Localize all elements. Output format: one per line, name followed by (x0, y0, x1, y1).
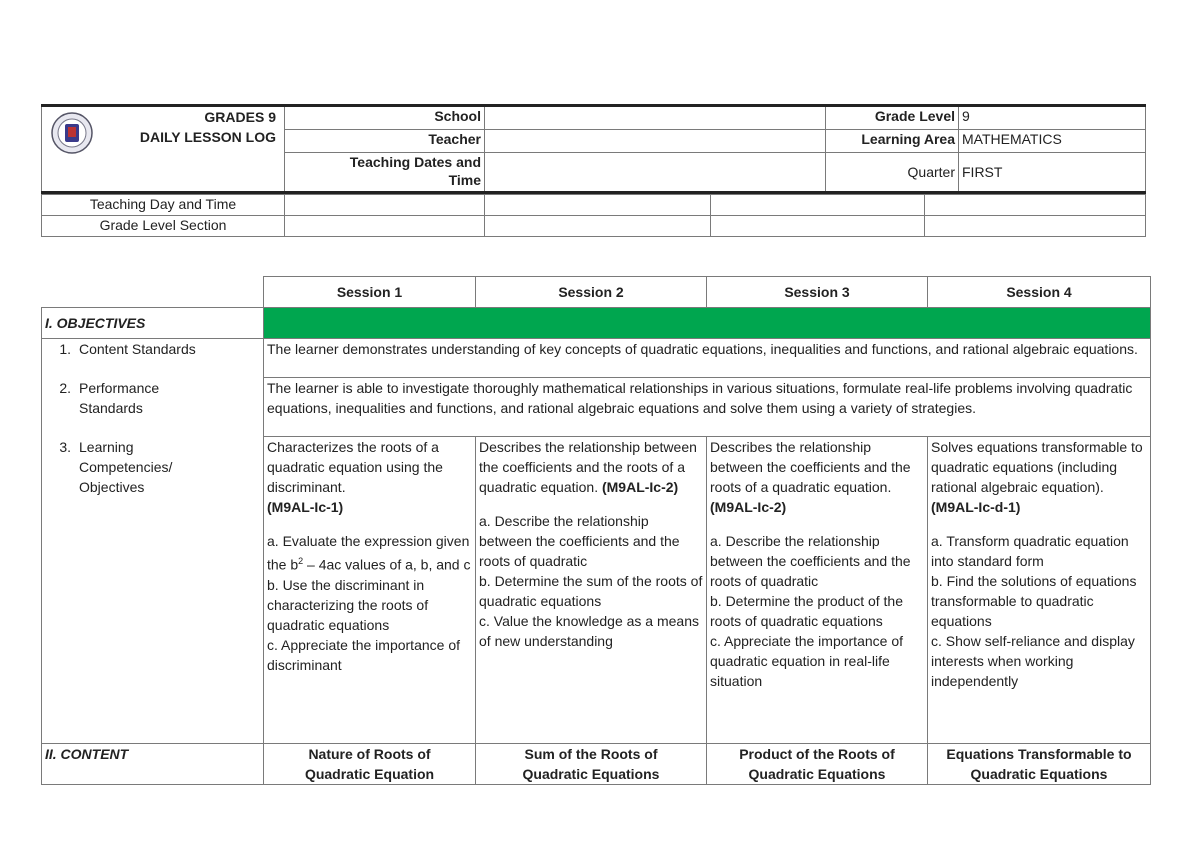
content-standards-text: The learner demonstrates understanding of key concepts of quadratic equations, inequalities and functions, and rational algebraic equations. (264, 339, 1151, 378)
s3-intro: Describes the relationship between the coefficients and the roots of a quadratic equation. (710, 439, 911, 495)
day-time-s2[interactable] (485, 195, 711, 216)
content-session-1 (264, 744, 476, 785)
s4-intro: Solves equations transformable to quadratic equations (including rational algebraic equation). (931, 439, 1143, 495)
s1-intro: Characterizes the roots of a quadratic equation using the discriminant. (267, 439, 443, 495)
content-s2-line1: Sum of the Roots of (524, 746, 658, 762)
s3-item-a: a. Describe the relationship between the coefficients and the roots of quadratic (710, 533, 911, 589)
s2-item-b: b. Determine the sum of the roots of quadratic equations (479, 573, 703, 609)
schedule-table (41, 194, 1146, 237)
content-s1-line1: Nature of Roots of (308, 746, 431, 762)
learning-area-value[interactable]: MATHEMATICS (959, 130, 1146, 153)
competency-session-4 (928, 437, 1151, 744)
s4-code: (M9AL-Ic-d-1) (931, 499, 1021, 515)
learning-area-label: Learning Area (826, 130, 959, 153)
competencies-num: 3. (59, 438, 71, 455)
section-s4[interactable] (925, 216, 1146, 237)
performance-standards-text: The learner is able to investigate thoroughly mathematical relationships in various situations, formulate real-life problems involving quadratic equations, inequalities and functions, and rational algebraic equations and solve them using a variety of strategies. (264, 378, 1151, 437)
s4-item-b: b. Find the solutions of equations transformable to quadratic equations (931, 573, 1137, 629)
session-1-header: Session 1 (264, 277, 476, 308)
teacher-value[interactable] (485, 130, 826, 153)
s2-code: (M9AL-Ic-2) (601, 479, 679, 495)
competencies-label-cell (42, 437, 264, 744)
s1-item-a: a. Evaluate the expression given the $b^2 - 4ac$ values of a, b, and c (267, 533, 471, 573)
objectives-heading: I. OBJECTIVES (42, 308, 264, 339)
s3-code: (M9AL-Ic-2) (710, 499, 787, 515)
content-session-3 (707, 744, 928, 785)
content-s1-line2: Quadratic Equation (304, 766, 435, 782)
quarter-label: Quarter (826, 153, 959, 193)
teaching-dates-label-line1: Teaching Dates and (349, 154, 481, 170)
content-s4-line1: Equations Transformable to (946, 746, 1132, 762)
session-4-header: Session 4 (928, 277, 1151, 308)
objectives-bar (264, 308, 1151, 339)
performance-label-line1: Performance (79, 379, 160, 396)
header-table (41, 104, 1146, 194)
content-session-4 (928, 744, 1151, 785)
content-s3-line2: Quadratic Equations (748, 766, 886, 782)
s3-item-b: b. Determine the product of the roots of quadratic equations (710, 593, 903, 629)
teaching-dates-label (285, 153, 485, 193)
teaching-day-time-label: Teaching Day and Time (42, 195, 285, 216)
competencies-label-line1: Learning (79, 438, 134, 455)
content-standards-num: 1. (59, 341, 71, 357)
grade-level-label: Grade Level (826, 106, 959, 130)
grade-level-value[interactable]: 9 (959, 106, 1146, 130)
section-s3[interactable] (711, 216, 925, 237)
day-time-s1[interactable] (285, 195, 485, 216)
content-s4-line2: Quadratic Equations (970, 766, 1108, 782)
title-grade: GRADES 9 (204, 109, 276, 125)
s3-item-c: c. Appreciate the importance of quadratic equation in real-life situation (710, 633, 903, 689)
s2-item-a: a. Describe the relationship between the coefficients and the roots of quadratic (479, 513, 680, 569)
lesson-table (41, 276, 1151, 785)
content-standards-label: Content Standards (79, 341, 196, 357)
competency-session-2 (476, 437, 707, 744)
teacher-label: Teacher (285, 130, 485, 153)
grade-level-section-label: Grade Level Section (42, 216, 285, 237)
corner-empty (42, 277, 264, 308)
s1-item-b: b. Use the discriminant in characterizing the roots of quadratic equations (267, 576, 429, 633)
content-s3-line1: Product of the Roots of (739, 746, 895, 762)
title-daily-lesson-log: DAILY LESSON LOG (139, 129, 276, 145)
quarter-value[interactable]: FIRST (959, 153, 1146, 193)
day-time-s3[interactable] (711, 195, 925, 216)
teaching-dates-value[interactable] (485, 153, 826, 193)
content-heading: II. CONTENT (42, 744, 264, 785)
section-s2[interactable] (485, 216, 711, 237)
competency-session-3 (707, 437, 928, 744)
session-3-header: Session 3 (707, 277, 928, 308)
content-standards-label-cell (42, 339, 264, 378)
competencies-label (79, 437, 172, 497)
competencies-label-line2: Competencies/ (79, 458, 173, 475)
s4-item-c: c. Show self-reliance and display interests when working independently (931, 633, 1135, 689)
title-cell (42, 106, 285, 193)
school-value[interactable] (485, 106, 826, 130)
performance-standards-num: 2. (59, 379, 71, 396)
s4-item-a: a. Transform quadratic equation into standard form (931, 533, 1129, 569)
deped-seal-icon (50, 111, 94, 155)
teaching-dates-label-line2: Time (448, 172, 481, 188)
performance-label-line2: Standards (79, 399, 143, 416)
s3-intro-line (710, 437, 924, 517)
performance-standards-label (79, 378, 159, 418)
content-s2-line2: Quadratic Equations (522, 766, 660, 782)
s2-item-c: c. Value the knowledge as a means of new understanding (479, 613, 699, 649)
s2-intro: Describes the relationship between the coefficients and the roots of a quadratic equation. (479, 439, 697, 495)
s2-intro-line (479, 437, 703, 497)
s1-item-c: c. Appreciate the importance of discriminant (267, 636, 460, 673)
competencies-label-line3: Objectives (79, 478, 145, 495)
performance-standards-label-cell (42, 378, 264, 437)
day-time-s4[interactable] (925, 195, 1146, 216)
section-s1[interactable] (285, 216, 485, 237)
competency-session-1 (264, 437, 476, 744)
s1-code: (M9AL-Ic-1) (267, 499, 344, 515)
session-2-header: Session 2 (476, 277, 707, 308)
school-label: School (285, 106, 485, 130)
content-session-2 (476, 744, 707, 785)
